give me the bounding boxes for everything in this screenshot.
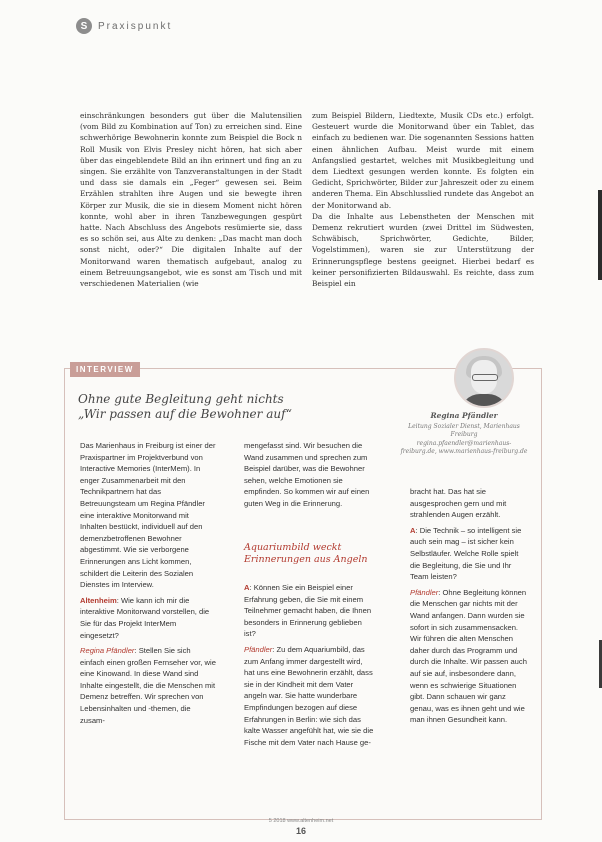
article-column-left: [80, 110, 302, 289]
intro-paragraph: Das Marienhaus in Freiburg ist einer der Praxispartner im Projektverbund von Interactive Memories (InterMem). In enger Zusammenarbeit mit den Technikpartnern hat das Betreuungsteam um Regina Pfändler eine interaktive Monitorwand mit Inhalten bestückt, individuell auf den demenzbetroffenen Bewohner abgestimmt. Wie sie verborgene Erinnerungen ans Licht kommen, schildert die Leiterin des Sozialen Dienstes im Interview.: [80, 441, 216, 590]
page-edge-mark: [598, 190, 602, 280]
interview-column-1: [80, 440, 216, 730]
portrait-photo: [454, 348, 514, 408]
interview-tag: INTERVIEW: [70, 362, 140, 377]
interview-column-3: [410, 486, 530, 730]
section-header: [76, 18, 172, 34]
page-number: 16: [295, 826, 306, 836]
paragraph: zum Beispiel Bildern, Liedtexte, Musik CDs etc.) erfolgt. Gesteuert wurde die Monitorwand über ein Tablet, das einfach zu bedienen war. Die sogenannten Sessions hatten einen ähnlichen Aufbau. Meist wurde mit einem Anfangslied gestartet, welches mit Musikbegleitung und dem Liedtext gesungen werden konnte. Es folgten ein Gedicht, Sprichwörter, Bilder zur Jahreszeit oder zu einem anderen Thema. Ein Abschlusslied rundete das Angebot an der Monitorwand ab.: [312, 111, 534, 210]
answer-continued: bracht hat. Das hat sie ausgesprochen gern und mit strahlenden Augen erzählt.: [410, 487, 507, 520]
portrait-caption: [400, 412, 528, 457]
question-label: Altenheim: [80, 595, 117, 605]
interview-column-2: [244, 440, 374, 514]
question: Altenheim: Wie kann ich mir die interaktive Monitorwand vorstellen, die Sie für das Projekt InterMem eingesetzt?: [80, 595, 210, 640]
answer-continued: mengefasst sind. Wir besuchen die Wand zusammen und sprechen zum Beispiel darüber, was die Bewohner sehen, welche Emotionen sie empfinden. So kommen wir auf einen guten Weg in die Erinnerung.: [244, 441, 370, 508]
caption-email: regina.pfaendler@marienhaus-freiburg.de, www.marienhaus-freiburg.de: [400, 439, 528, 455]
section-icon: S: [76, 18, 92, 34]
interview-title-line2: „Wir passen auf die Bewohner auf“: [78, 407, 292, 421]
interview-subheading: Aquariumbild weckt Erinnerungen aus Angeln: [244, 542, 368, 565]
answer: Pfändler: Zu dem Aquariumbild, das zum Anfang immer dargestellt wird, hat uns eine Bewohnerin erzählt, dass sie in der Kindheit mit dem Vater angeln war. Sie hatte wunderbare Empfindungen bezogen auf diese Erfahrungen in Berlin: wie sich das kalte Wasser angefühlt hat, wie sie die Fische mit dem Vater nach Hause ge-: [244, 644, 374, 747]
footer-url: 5 2018 www.altenheim.net: [268, 818, 334, 824]
question-label: A: [410, 525, 416, 535]
answer-label: Pfändler: [244, 644, 273, 654]
answer: Pfändler: Ohne Begleitung können die Menschen gar nichts mit der Wand anfangen. Dann wurden sie sofort in sich zusammensacken. Wir führen die alten Menschen daher durch das Programm und durch die Inhalte. Wir passen auch auf sie auf, insbesondere dann, wenn es schwierige Situationen gibt. Dann schauen wir ganz genau, was es ihnen geht und wie man ihnen Gesundheit kann.: [410, 587, 527, 725]
question-label: A: [244, 583, 250, 592]
question: A: Die Technik – so intelligent sie auch sein mag – ist sicher kein Selbstläufer. Welche Rolle spielt die Begleitung, die Sie und Ihr Team leisten?: [410, 525, 522, 582]
interview-title: [78, 392, 398, 422]
question: A: Können Sie ein Beispiel einer Erfahrung geben, die Sie mit einem Teilnehmer gemacht haben, die Ihnen besonders in Erinnerung geblieben ist?: [244, 583, 372, 639]
section-title: Praxispunkt: [98, 20, 173, 32]
answer-label: Regina Pfändler: [80, 646, 135, 656]
caption-role: Leitung Sozialer Dienst, Marienhaus Freiburg: [408, 422, 520, 438]
paragraph: einschränkungen besonders gut über die Malutensilien (vom Bild zu Kombination auf Ton) zu erreichen sind. Eine schwerhörige Bewohnerin konnte zum Beispiel die Bock n Roll Musik von Elvis Presley nicht hören, hat sich aber über das eingeblendete Bild an ihn erinnert und fing an zu singen. Sie erzählte von Tanzveranstaltungen in der Stadt und dass sie damals ein „Feger“ gewesen sei. Beim Erzählen strahlten ihre Augen und sie bewegte ihren Körper zur Musik, die sie in diesem Moment nicht hören konnte, wohl aber in ihren Tanzbewegungen gespürt hatte. Nach Abschluss des Angebots resümierte sie, dass es so schön sei, aus Alte zu denken: „Das macht man doch sonst nicht, oder?“ Die digitalen Inhalte auf der Monitorwand waren thematisch aufgebaut, analog zu einem Betreuungsangebot, wie es sonst am Tisch und mit verschiedenen Materialien (wie: [80, 111, 302, 289]
interview-title-line1: Ohne gute Begleitung geht nichts: [78, 392, 284, 406]
paragraph: Da die Inhalte aus Lebenstheten der Menschen mit Demenz rekrutiert wurden (zwei Drittel im Südwesten, Schwäbisch, Sprichwörter, Gedichte, Bilder, Vogelstimmen), waren sie zur Unterstützung der Erinnerungspflege bestens geeignet. Hierbei bedarf es keiner personifizierten Bildauswahl. Es reichte, dass zum Beispiel ein: [312, 211, 534, 289]
answer-label: Pfändler: [410, 587, 439, 597]
caption-name: Regina Pfändler: [430, 411, 498, 420]
interview-column-2-lower: [244, 582, 374, 752]
article-column-right: [312, 110, 534, 289]
answer: Regina Pfändler: Stellen Sie sich einfach einen großen Fernseher vor, wie eine Kinowand. In diese Wand sind Inhalte eingestellt, die die Menschen mit Demenz betreffen. Wir sprechen von Lebensinhalten und -themen, die zusam-: [80, 646, 216, 725]
